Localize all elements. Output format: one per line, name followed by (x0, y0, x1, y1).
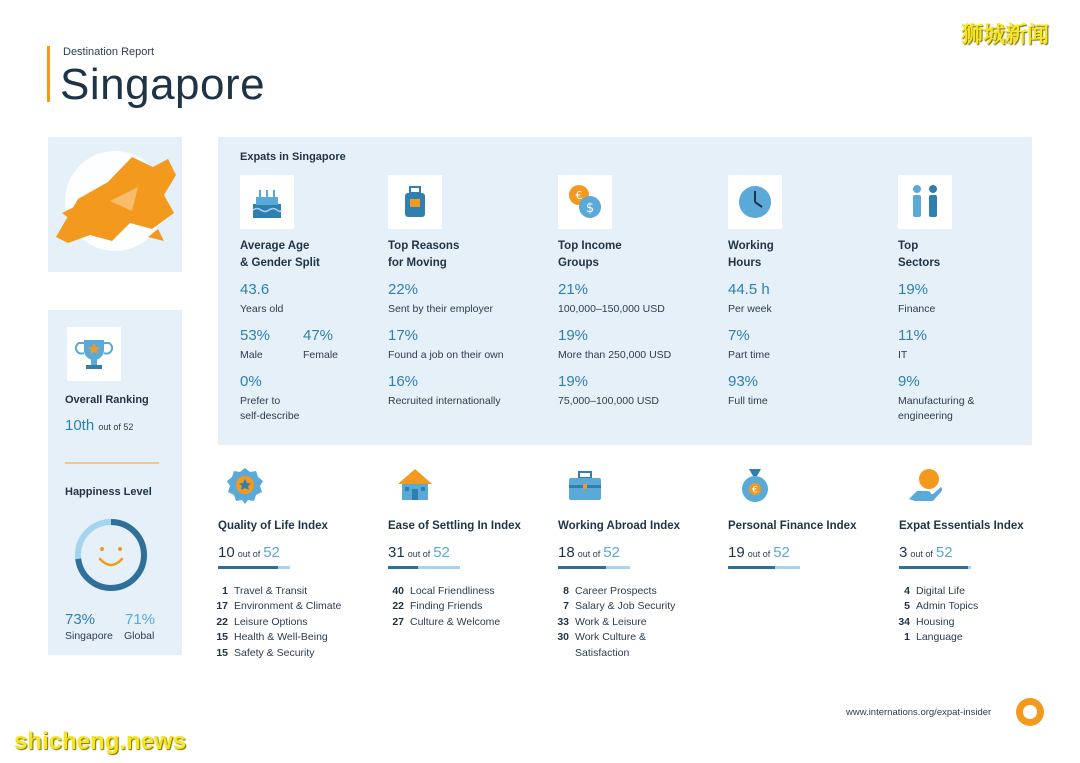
age-title-line1: Average Age (240, 240, 310, 252)
quality-of-life-subs (206, 584, 341, 661)
sub-rank: 15 (216, 646, 228, 659)
expat-essentials-title: Expat Essentials Index (899, 520, 1024, 532)
sub-index-row (888, 615, 978, 630)
hours-icon-tile (728, 175, 782, 229)
cake-icon (247, 182, 287, 222)
ranking-out-of: out of 52 (98, 422, 134, 432)
sub-rank: 40 (392, 585, 404, 597)
sub-index-row (206, 584, 341, 599)
sector-value: 11% (898, 327, 927, 344)
divider (65, 462, 159, 464)
hours-column (728, 238, 888, 272)
smile-mouth-icon (100, 559, 122, 565)
ranking-number: 10th (65, 417, 95, 434)
reason-label: Recruited internationally (388, 395, 501, 407)
personal-finance-score (728, 544, 790, 561)
svg-text:€: € (575, 189, 583, 202)
index-rank: 3 (899, 544, 908, 561)
money-bag-icon (735, 465, 775, 505)
sub-name: Work & Leisure (575, 615, 647, 628)
sectors-icon-tile (898, 175, 952, 229)
happiness-singapore-label: Singapore (65, 630, 113, 642)
luggage-icon (395, 182, 435, 222)
income-icon-tile (558, 175, 612, 229)
briefcase-icon (565, 465, 605, 505)
index-out-of: out of (577, 549, 601, 559)
income-title-line2: Groups (558, 257, 599, 269)
quality-of-life-title: Quality of Life Index (218, 520, 328, 532)
sub-index-row (206, 630, 341, 645)
working-abroad-score (558, 544, 620, 561)
sub-name: Finding Friends (410, 600, 483, 613)
sub-name: Language (916, 631, 963, 644)
sub-index-row (547, 630, 675, 645)
reason-value: 16% (388, 373, 419, 390)
sub-rank: 4 (904, 585, 910, 597)
smile-right-eye (118, 547, 122, 551)
settling-in-subs (382, 584, 500, 630)
sub-rank: 34 (898, 615, 910, 628)
sub-name: Local Friendliness (410, 585, 495, 597)
reason-value: 17% (388, 327, 419, 344)
sub-name: Safety & Security (234, 646, 315, 659)
watermark-cn: 狮城新闻 (961, 22, 1050, 47)
sub-name: Travel & Transit (234, 585, 308, 597)
index-total: 52 (603, 544, 620, 561)
personal-finance-title: Personal Finance Index (728, 520, 857, 532)
clock-icon (735, 182, 775, 222)
sub-index-row (888, 584, 978, 599)
settling-in-bar (388, 566, 460, 569)
hours-value: 93% (728, 373, 759, 390)
index-rank: 19 (728, 544, 745, 561)
sub-rank: 5 (904, 600, 910, 613)
index-bar-fill (899, 566, 968, 569)
people-icon (905, 182, 945, 222)
working-abroad-title: Working Abroad Index (558, 520, 681, 532)
sub-rank: 22 (216, 615, 228, 628)
sub-rank: 17 (216, 600, 228, 613)
overall-ranking-title: Overall Ranking (65, 394, 149, 406)
sector-value: 19% (898, 281, 929, 298)
finance-icon-tile (728, 458, 782, 512)
sub-name: Work Culture & (575, 631, 646, 644)
sectors-title-line2: Sectors (898, 257, 941, 269)
report-label: Destination Report (63, 46, 155, 58)
male-value: 53% (240, 327, 271, 344)
income-title-line1: Top Income (558, 240, 622, 252)
index-total: 52 (433, 544, 450, 561)
hours-label: Part time (728, 349, 771, 361)
accent-bar (47, 46, 50, 102)
age-label: Years old (240, 303, 284, 315)
sub-name: Leisure Options (234, 615, 308, 628)
internations-logo-icon (1015, 697, 1045, 727)
reasons-column (388, 238, 548, 272)
sub-index-row (206, 599, 341, 614)
age-icon-tile (240, 175, 294, 229)
sub-rank: 1 (904, 631, 910, 644)
coins-icon (564, 181, 606, 223)
reasons-title-line2: for Moving (388, 257, 447, 269)
sub-index-row (547, 615, 675, 630)
index-total: 52 (263, 544, 280, 561)
sub-rank: 8 (563, 585, 569, 597)
footer-url-link[interactable]: www.internations.org/expat-insider (846, 707, 992, 718)
sectors-column (898, 238, 1058, 272)
quality-of-life-bar (218, 566, 290, 569)
reason-value: 22% (388, 281, 419, 298)
sub-rank: 27 (392, 615, 404, 628)
sub-rank: 22 (392, 600, 404, 613)
reasons-title-line1: Top Reasons (388, 240, 460, 252)
male-label: Male (240, 349, 263, 361)
sub-index-row (547, 584, 675, 599)
overall-ranking-value (65, 417, 133, 434)
index-out-of: out of (910, 549, 933, 559)
age-gender-column (240, 238, 400, 272)
happiness-singapore-value: 73% (65, 611, 96, 628)
svg-text:$: $ (585, 201, 595, 216)
index-total: 52 (935, 544, 953, 561)
happiness-gauge (73, 517, 149, 593)
sub-rank: 7 (563, 600, 569, 613)
sector-label: Finance (898, 303, 936, 315)
female-label: Female (303, 349, 339, 361)
age-title-line2: & Gender Split (240, 257, 320, 269)
working-icon-tile (558, 458, 612, 512)
sub-index-row (888, 599, 978, 614)
trophy-icon (74, 334, 114, 374)
trophy-tile (67, 327, 121, 381)
income-label: 75,000–100,000 USD (558, 395, 659, 407)
sub-index-row (547, 646, 675, 661)
hand-globe-icon (905, 465, 945, 505)
settling-in-score (388, 544, 450, 561)
hours-title-line1: Working (728, 240, 774, 252)
sectors-title-line1: Top (898, 240, 919, 252)
index-out-of: out of (747, 549, 771, 559)
country-map-panel (48, 137, 182, 272)
index-rank: 10 (218, 544, 235, 561)
age-value: 43.6 (240, 281, 270, 298)
svg-text:€: € (752, 485, 758, 496)
index-bar-fill (218, 566, 278, 569)
self-describe-value: 0% (240, 373, 262, 390)
expat-essentials-bar (899, 566, 971, 569)
hours-label: Per week (728, 303, 772, 315)
settling-icon-tile (388, 458, 442, 512)
sub-name-line2: Satisfaction (575, 646, 630, 659)
sector-label-line2: engineering (898, 410, 953, 422)
happiness-global-label: Global (124, 630, 155, 642)
sub-index-row (382, 599, 500, 614)
sub-name: Health & Well-Being (234, 631, 328, 644)
house-icon (395, 465, 435, 505)
sub-index-row (206, 615, 341, 630)
sub-index-row (382, 615, 500, 630)
hours-label: Full time (728, 395, 768, 407)
index-bar-fill (558, 566, 606, 569)
income-value: 19% (558, 373, 589, 390)
income-label: More than 250,000 USD (558, 349, 672, 361)
sub-name: Environment & Climate (234, 600, 342, 613)
income-column (558, 238, 718, 272)
sector-label: Manufacturing & (898, 395, 975, 407)
hours-value: 7% (728, 327, 750, 344)
index-bar-fill (388, 566, 418, 569)
working-abroad-subs (547, 584, 675, 661)
moving-icon-tile (388, 175, 442, 229)
sub-index-row (547, 599, 675, 614)
sub-index-row (382, 584, 500, 599)
page-title: Singapore (60, 60, 266, 109)
self-describe-label-line2: self-describe (240, 410, 300, 422)
index-out-of: out of (237, 549, 261, 559)
happiness-global-value: 71% (125, 611, 156, 628)
female-value: 47% (303, 327, 334, 344)
smile-left-eye (100, 547, 104, 551)
hours-title-line2: Hours (728, 257, 762, 269)
watermark-en: shicheng.news (14, 728, 187, 755)
happiness-title: Happiness Level (65, 486, 152, 498)
singapore-map-icon (48, 137, 182, 272)
sub-rank: 30 (557, 631, 569, 644)
working-abroad-bar (558, 566, 630, 569)
sub-rank: 33 (557, 615, 569, 628)
personal-finance-bar (728, 566, 800, 569)
sub-rank: 15 (216, 631, 228, 644)
reason-label: Sent by their employer (388, 303, 494, 315)
self-describe-label-line1: Prefer to (240, 395, 281, 407)
hours-value: 44.5 h (728, 281, 770, 298)
sub-name: Culture & Welcome (410, 615, 501, 628)
expat-essentials-score (899, 544, 953, 561)
reason-label: Found a job on their own (388, 349, 504, 361)
badge-icon (225, 465, 265, 505)
income-value: 19% (558, 327, 589, 344)
index-rank: 31 (388, 544, 405, 561)
income-value: 21% (558, 281, 589, 298)
expat-essentials-subs (888, 584, 978, 646)
quality-icon-tile (218, 458, 272, 512)
sub-name: Salary & Job Security (575, 600, 676, 613)
index-rank: 18 (558, 544, 575, 561)
sub-name: Housing (916, 615, 955, 628)
settling-in-title: Ease of Settling In Index (388, 520, 521, 532)
quality-of-life-score (218, 544, 280, 561)
index-out-of: out of (407, 549, 431, 559)
income-label: 100,000–150,000 USD (558, 303, 665, 315)
sub-name: Career Prospects (575, 585, 657, 597)
expats-title: Expats in Singapore (240, 151, 346, 163)
sector-value: 9% (898, 373, 920, 390)
sub-index-row (888, 630, 978, 645)
sector-label: IT (898, 349, 908, 361)
index-bar-fill (728, 566, 775, 569)
essentials-icon-tile (898, 458, 952, 512)
index-total: 52 (773, 544, 790, 561)
sub-index-row (206, 646, 341, 661)
sub-name: Digital Life (916, 585, 966, 597)
sub-name: Admin Topics (916, 600, 979, 613)
sub-rank: 1 (222, 585, 228, 597)
